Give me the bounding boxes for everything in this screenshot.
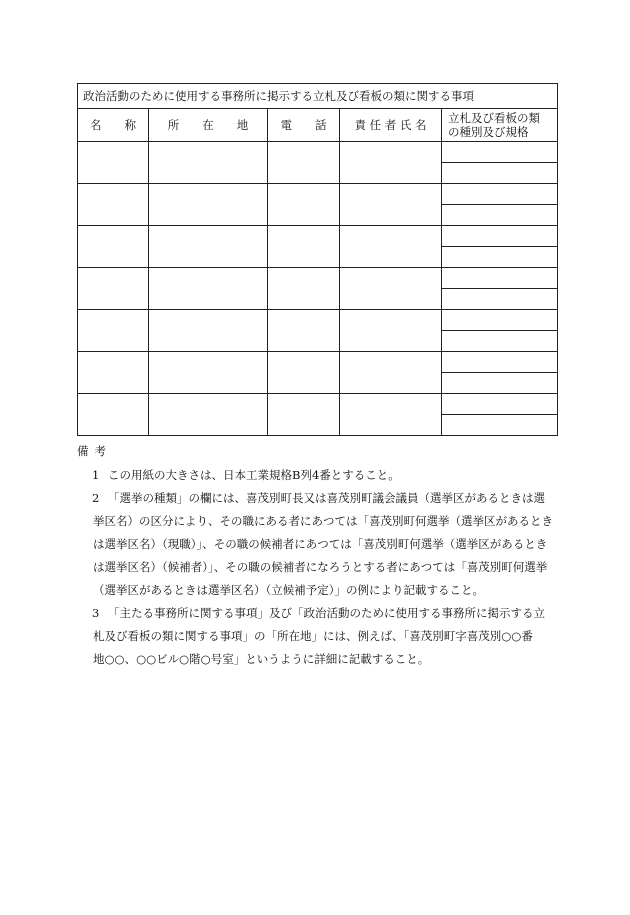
cell-sign-type-spec[interactable] xyxy=(442,184,558,205)
table-row xyxy=(78,352,558,373)
table-row xyxy=(78,184,558,205)
cell-name[interactable] xyxy=(78,268,149,310)
cell-location[interactable] xyxy=(149,226,268,268)
cell-sign-type-spec[interactable] xyxy=(442,142,558,163)
cell-responsible-person[interactable] xyxy=(340,352,442,394)
note-number: 1 xyxy=(92,468,100,482)
cell-phone[interactable] xyxy=(268,142,340,184)
note-text-line: 札及び看板の類に関する事項」の「所在地」には、例えば、「喜茂別町字喜茂別○○番 xyxy=(93,629,533,643)
cell-location[interactable] xyxy=(149,352,268,394)
cell-sign-type-spec[interactable] xyxy=(442,163,558,184)
note-text-line: 「選挙の種類」の欄には、喜茂別町長又は喜茂別町議会議員（選挙区があるときは選 xyxy=(108,491,545,505)
header-name: 名 称 xyxy=(78,109,149,142)
notes-section xyxy=(77,440,557,671)
cell-sign-type-spec[interactable] xyxy=(442,373,558,394)
cell-sign-type-spec[interactable] xyxy=(442,226,558,247)
cell-name[interactable] xyxy=(78,394,149,436)
cell-sign-type-spec[interactable] xyxy=(442,268,558,289)
cell-responsible-person[interactable] xyxy=(340,184,442,226)
cell-responsible-person[interactable] xyxy=(340,310,442,352)
cell-location[interactable] xyxy=(149,268,268,310)
cell-location[interactable] xyxy=(149,184,268,226)
cell-phone[interactable] xyxy=(268,394,340,436)
notes-title: 備考 xyxy=(77,444,112,458)
table-row xyxy=(78,268,558,289)
table-row xyxy=(78,142,558,163)
note-text-line: は選挙区名）（現職）」、その職の候補者にあつては「喜茂別町何選挙（選挙区があるとき xyxy=(93,537,548,551)
cell-sign-type-spec[interactable] xyxy=(442,247,558,268)
sign-board-table xyxy=(77,83,558,436)
cell-name[interactable] xyxy=(78,352,149,394)
cell-name[interactable] xyxy=(78,184,149,226)
note-number: 3 xyxy=(92,606,100,620)
cell-name[interactable] xyxy=(78,142,149,184)
note-text-line: （選挙区があるときは選挙区名）（立候補予定）」の例により記載すること。 xyxy=(93,583,484,597)
note-item xyxy=(77,464,557,487)
cell-sign-type-spec[interactable] xyxy=(442,289,558,310)
cell-phone[interactable] xyxy=(268,310,340,352)
cell-responsible-person[interactable] xyxy=(340,394,442,436)
table-header-row xyxy=(78,109,558,142)
note-text-line: 挙区名）の区分により、その職にある者にあつては「喜茂別町何選挙（選挙区があるとき xyxy=(93,514,553,528)
cell-sign-type-spec[interactable] xyxy=(442,415,558,436)
cell-name[interactable] xyxy=(78,310,149,352)
cell-responsible-person[interactable] xyxy=(340,142,442,184)
note-text-line: 「主たる事務所に関する事項」及び「政治活動のために使用する事務所に掲示する立 xyxy=(108,606,545,620)
table-row xyxy=(78,394,558,415)
header-responsible-person: 責 任 者 氏 名 xyxy=(340,109,442,142)
cell-phone[interactable] xyxy=(268,184,340,226)
table-row xyxy=(78,310,558,331)
cell-sign-type-spec[interactable] xyxy=(442,310,558,331)
cell-responsible-person[interactable] xyxy=(340,268,442,310)
cell-sign-type-spec[interactable] xyxy=(442,331,558,352)
note-item xyxy=(77,602,557,671)
cell-sign-type-spec[interactable] xyxy=(442,394,558,415)
note-number: 2 xyxy=(92,491,100,505)
cell-phone[interactable] xyxy=(268,352,340,394)
cell-location[interactable] xyxy=(149,394,268,436)
table-title-row xyxy=(78,84,558,109)
header-location: 所 在 地 xyxy=(149,109,268,142)
notes-list xyxy=(77,464,557,671)
note-text-line: は選挙区名）（候補者）」、その職の候補者になろうとする者にあつては「喜茂別町何選挙 xyxy=(93,560,548,574)
cell-phone[interactable] xyxy=(268,268,340,310)
cell-name[interactable] xyxy=(78,226,149,268)
cell-sign-type-spec[interactable] xyxy=(442,352,558,373)
note-text-line: この用紙の大きさは、日本工業規格B列4番とすること。 xyxy=(108,468,400,482)
cell-location[interactable] xyxy=(149,142,268,184)
note-item xyxy=(77,487,557,602)
cell-sign-type-spec[interactable] xyxy=(442,205,558,226)
cell-phone[interactable] xyxy=(268,226,340,268)
header-sign-type-spec: 立札及び看板の類 の種別及び規格 xyxy=(442,109,558,142)
cell-location[interactable] xyxy=(149,310,268,352)
table-row xyxy=(78,226,558,247)
cell-responsible-person[interactable] xyxy=(340,226,442,268)
note-text-line: 地○○、○○ビル○階○号室」というように詳細に記載すること。 xyxy=(93,652,430,666)
table-title: 政治活動のために使用する事務所に掲示する立札及び看板の類に関する事項 xyxy=(78,84,558,109)
header-phone: 電 話 xyxy=(268,109,340,142)
